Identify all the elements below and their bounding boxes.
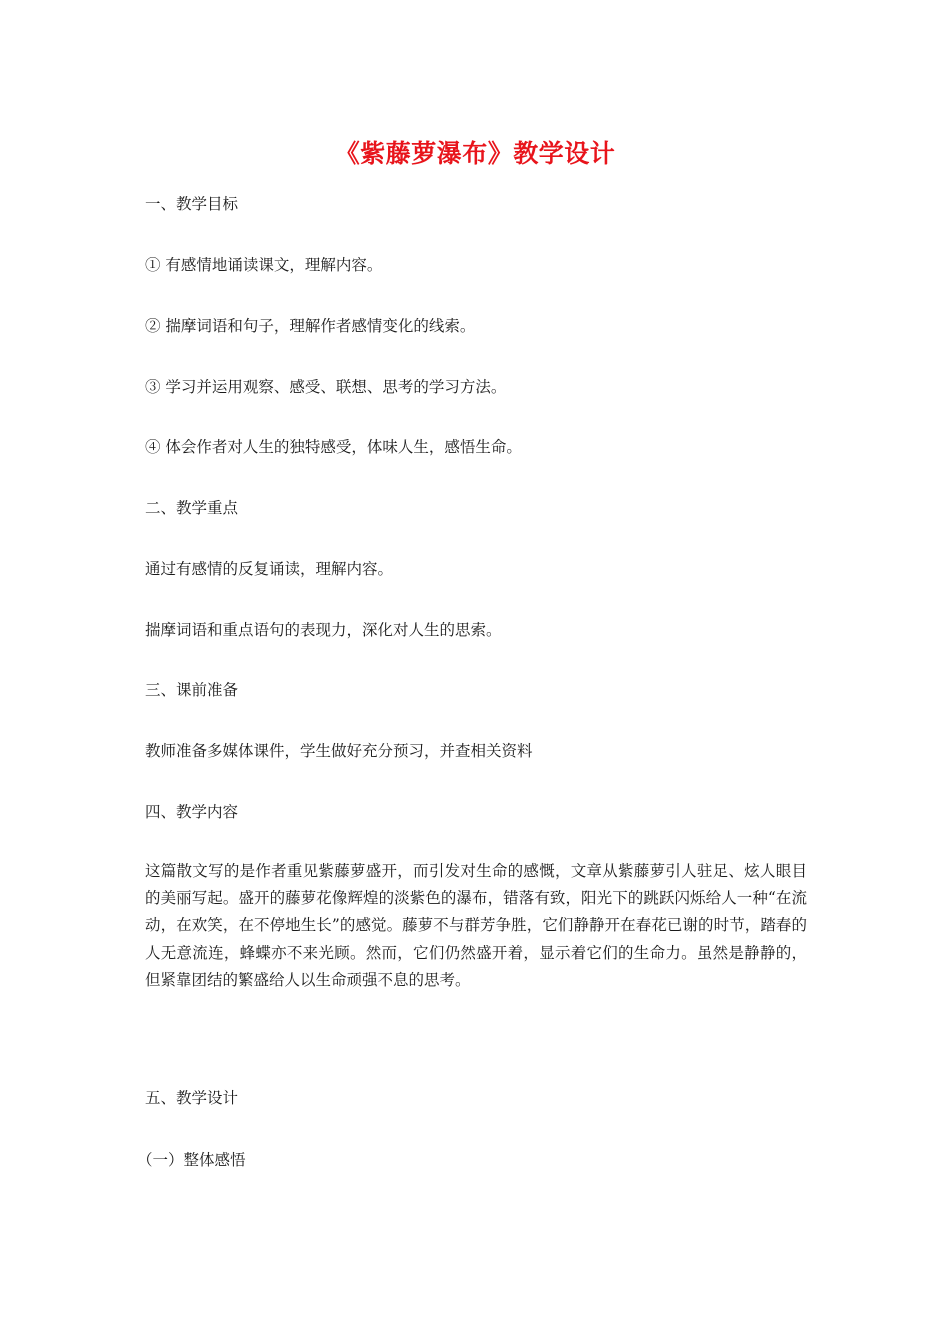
content-paragraph: 这篇散文写的是作者重见紫藤萝盛开，而引发对生命的感慨，文章从紫藤萝引人驻足、炫人眼目的美丽写起。盛开的藤萝花像辉煌的淡紫色的瀑布，错落有致，阳光下的跳跃闪烁给人一种“在流动，在欢笑，在不停地生长”的感觉。藤萝不与群芳争胜，它们静静开在春花已谢的时节，踏春的人无意流连，蜂蝶亦不来光顾。然而，它们仍然盛开着，显示着它们的生命力。虽然是静静的，但紧靠团结的繁盛给人以生命顽强不息的思考。 bbox=[145, 862, 807, 989]
section-heading-objectives: 一、教学目标 bbox=[145, 195, 239, 213]
section-heading-design: 五、教学设计 bbox=[145, 1089, 239, 1107]
objective-item-3: ③ 学习并运用观察、感受、联想、思考的学习方法。 bbox=[145, 378, 507, 396]
section-heading-key-points: 二、教学重点 bbox=[145, 499, 239, 517]
key-point-item-1: 通过有感情的反复诵读，理解内容。 bbox=[145, 560, 394, 578]
objective-item-4: ④ 体会作者对人生的独特感受，体味人生，感悟生命。 bbox=[145, 438, 522, 456]
design-subheading-overall: （一）整体感悟 bbox=[137, 1151, 246, 1169]
preparation-item-1: 教师准备多媒体课件，学生做好充分预习，并查相关资料 bbox=[145, 742, 533, 760]
document-title: 《紫藤萝瀑布》教学设计 bbox=[334, 139, 616, 168]
section-heading-content: 四、教学内容 bbox=[145, 803, 239, 821]
section-heading-preparation: 三、课前准备 bbox=[145, 681, 239, 699]
key-point-item-2: 揣摩词语和重点语句的表现力，深化对人生的思索。 bbox=[145, 621, 502, 639]
objective-item-2: ② 揣摩词语和句子，理解作者感情变化的线索。 bbox=[145, 317, 476, 335]
objective-item-1: ① 有感情地诵读课文，理解内容。 bbox=[145, 256, 383, 274]
